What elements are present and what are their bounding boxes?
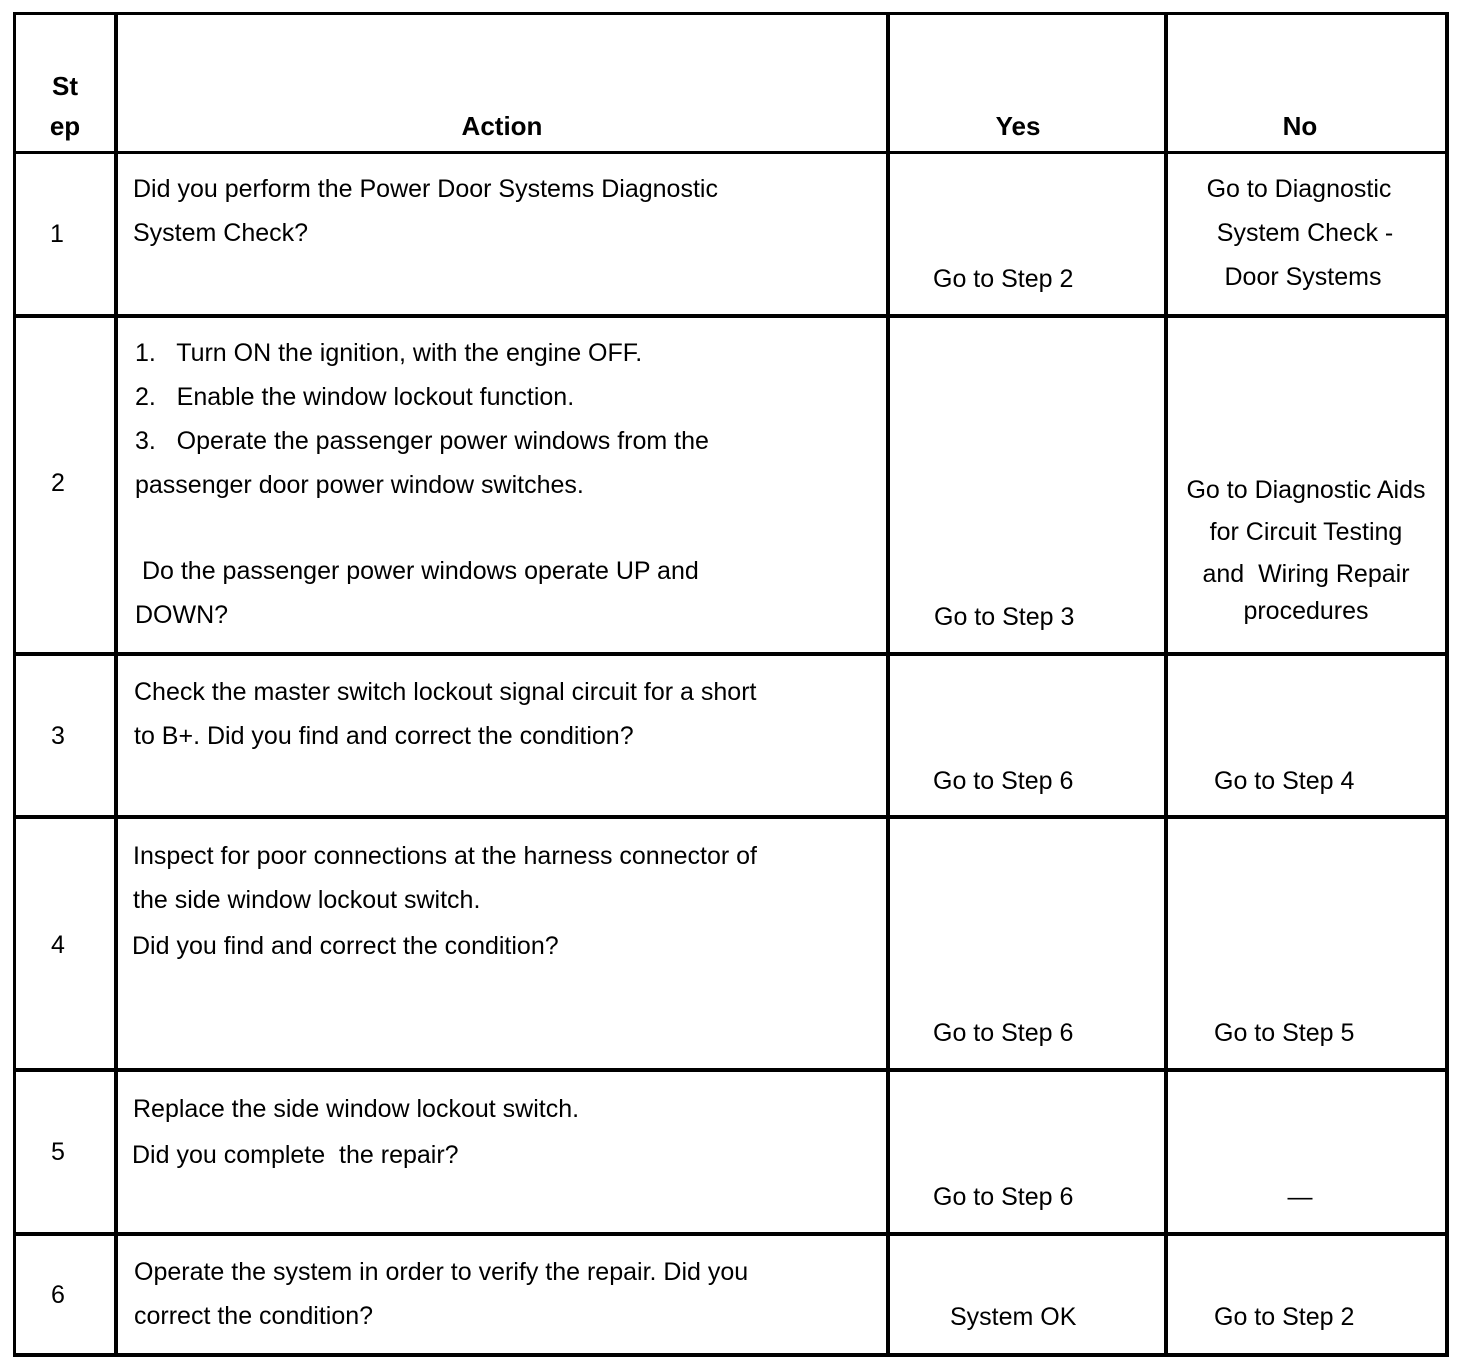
column-divider-action xyxy=(886,13,890,1357)
table-border-right xyxy=(1445,13,1449,1357)
action-line xyxy=(135,507,875,549)
row-divider-header xyxy=(13,151,1449,154)
no-line: System Check - xyxy=(1216,219,1394,247)
no-line: procedures xyxy=(1243,597,1369,625)
table-border-bottom xyxy=(13,1353,1449,1357)
no-line: and Wiring Repair xyxy=(1202,560,1410,588)
no-result xyxy=(1168,469,1444,627)
action-text xyxy=(133,167,873,255)
row-divider-4 xyxy=(13,1068,1449,1072)
action-text xyxy=(133,834,873,970)
step-number: 4 xyxy=(51,931,65,959)
row-divider-1 xyxy=(13,314,1449,318)
yes-result: Go to Step 6 xyxy=(933,767,1074,795)
yes-result: Go to Step 6 xyxy=(933,1183,1074,1211)
header-no: No xyxy=(1282,111,1318,141)
yes-result: Go to Step 3 xyxy=(934,603,1075,631)
step-number: 3 xyxy=(51,722,65,750)
step-number: 6 xyxy=(51,1281,65,1309)
action-line: Did you perform the Power Door Systems Diagnostic xyxy=(133,175,718,203)
no-line: Go to Diagnostic Aids xyxy=(1186,476,1426,504)
header-step xyxy=(16,66,114,146)
yes-result: System OK xyxy=(950,1303,1077,1331)
action-line: Check the master switch lockout signal circuit for a short xyxy=(134,678,757,706)
action-line: 2. Enable the window lockout function. xyxy=(135,383,575,411)
action-text xyxy=(134,1250,874,1338)
action-line: System Check? xyxy=(133,219,309,247)
no-line: for Circuit Testing xyxy=(1209,518,1403,546)
action-line: correct the condition? xyxy=(134,1302,374,1330)
no-result: Go to Step 5 xyxy=(1214,1019,1355,1047)
action-line: Did you complete the repair? xyxy=(132,1141,459,1169)
table-border-top xyxy=(13,12,1449,15)
row-divider-2 xyxy=(13,652,1449,656)
action-line: DOWN? xyxy=(135,601,229,629)
no-line: Door Systems xyxy=(1224,263,1382,291)
action-line: to B+. Did you find and correct the condition? xyxy=(134,722,634,750)
action-line: 3. Operate the passenger power windows from the xyxy=(135,427,709,455)
action-line: Do the passenger power windows operate UP and xyxy=(135,557,699,585)
yes-result: Go to Step 6 xyxy=(933,1019,1074,1047)
action-line: the side window lockout switch. xyxy=(133,886,481,914)
no-result xyxy=(1168,167,1430,299)
no-result: Go to Step 2 xyxy=(1214,1303,1355,1331)
action-text xyxy=(134,670,874,758)
header-step-line2: ep xyxy=(49,111,81,141)
action-line: Inspect for poor connections at the harness connector of xyxy=(133,842,757,870)
row-divider-5 xyxy=(13,1232,1449,1236)
action-line: Did you find and correct the condition? xyxy=(132,932,559,960)
no-result: — xyxy=(1287,1183,1313,1211)
action-text xyxy=(135,331,875,637)
header-step-line1: St xyxy=(52,71,78,101)
action-line: 1. Turn ON the ignition, with the engine OFF. xyxy=(135,339,643,367)
step-number: 5 xyxy=(51,1138,65,1166)
yes-result: Go to Step 2 xyxy=(933,265,1074,293)
step-number: 1 xyxy=(50,220,64,248)
action-text xyxy=(133,1087,873,1179)
action-line: Replace the side window lockout switch. xyxy=(133,1095,580,1123)
step-number: 2 xyxy=(51,469,65,497)
no-result: Go to Step 4 xyxy=(1214,767,1355,795)
action-line: passenger door power window switches. xyxy=(135,471,584,499)
row-divider-3 xyxy=(13,815,1449,819)
header-action: Action xyxy=(461,111,543,141)
action-line: Operate the system in order to verify the repair. Did you xyxy=(134,1258,749,1286)
header-yes: Yes xyxy=(995,111,1041,141)
column-divider-step xyxy=(114,13,118,1357)
no-line: Go to Diagnostic xyxy=(1206,175,1392,203)
